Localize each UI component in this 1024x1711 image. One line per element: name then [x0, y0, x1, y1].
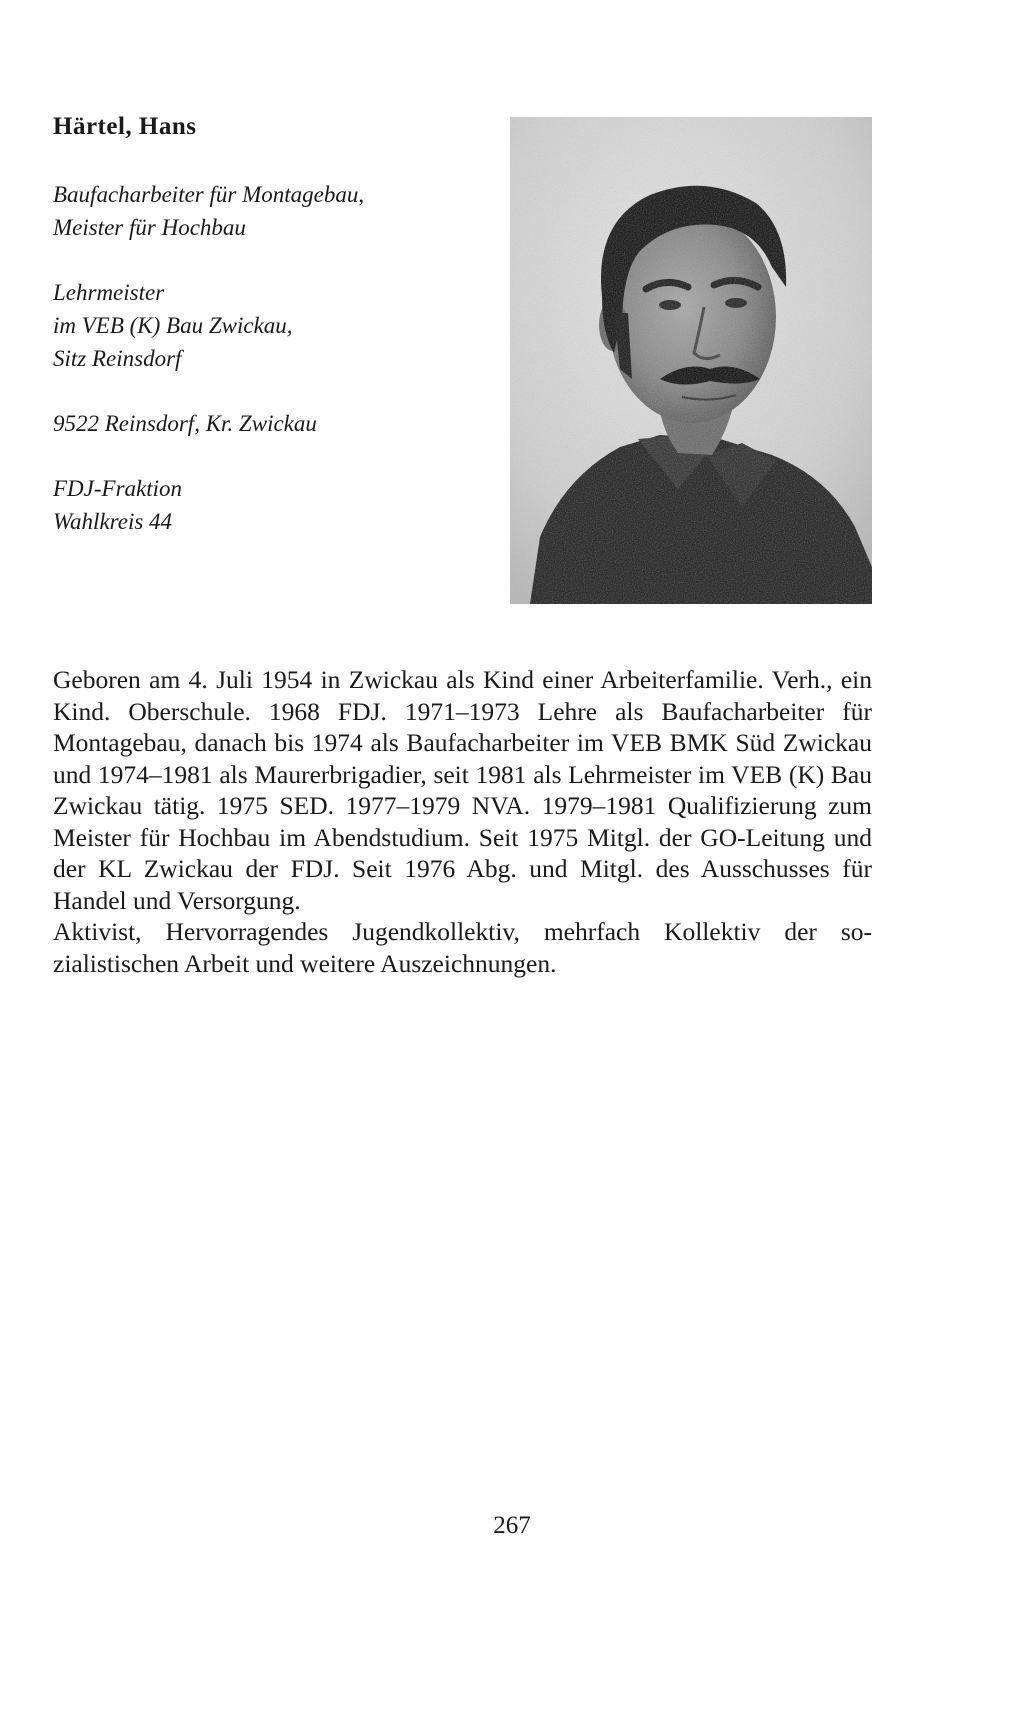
profession-line: Baufacharbeiter für Montagebau, — [53, 182, 365, 207]
profession-block — [53, 178, 493, 244]
address-block — [53, 407, 493, 440]
position-line: im VEB (K) Bau Zwickau, — [53, 313, 293, 338]
biography-text — [53, 664, 872, 979]
position-block — [53, 276, 493, 375]
profession-line: Meister für Hochbau — [53, 215, 246, 240]
person-profile — [53, 178, 493, 570]
position-line: Lehrmeister — [53, 280, 165, 305]
constituency-line: Wahlkreis 44 — [53, 509, 173, 534]
faction-line: FDJ-Fraktion — [53, 476, 183, 501]
awards-paragraph: Aktivist, Hervorragendes Jugendkollektiv, mehrfach Kollektiv der sozialistischen Arbeit und weitere Auszeichnungen. — [53, 917, 872, 978]
faction-block — [53, 472, 493, 538]
person-name: Härtel, Hans — [53, 113, 197, 140]
portrait-photo — [510, 117, 872, 604]
position-line: Sitz Reinsdorf — [53, 346, 182, 371]
biography-paragraph: Geboren am 4. Juli 1954 in Zwickau als Kind einer Arbeiterfamilie. Verh., ein Kind. Oberschule. 1968 FDJ. 1971–1973 Lehre als Baufacharbeiter für Montagebau, danach bis 1974 als Baufacharbeiter im VEB BMK Süd Zwickau und 1974–1981 als Maurerbrigadier, seit 1981 als Lehrmeister im VEB (K) Bau Zwickau tätig. 1975 SED. 1977–1979 NVA. 1979–1981 Qualifizierung zum Meister für Hochbau im Abendstudium. Seit 1975 Mitgl. der GO-Leitung und der KL Zwickau der FDJ. Seit 1976 Abg. und Mitgl. des Ausschusses für Handel und Versorgung. — [53, 665, 872, 915]
address-line: 9522 Reinsdorf, Kr. Zwickau — [53, 411, 317, 436]
page-number: 267 — [493, 1512, 531, 1539]
